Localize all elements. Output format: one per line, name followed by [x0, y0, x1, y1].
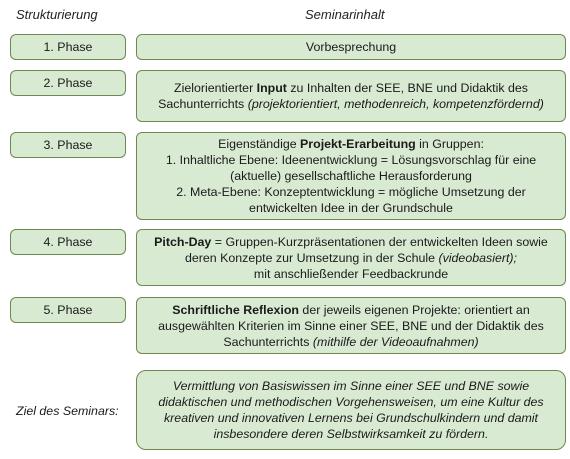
phase-text [306, 39, 396, 55]
phase-4-label: 4. Phase [10, 229, 126, 255]
emphasis-text: Input [256, 81, 287, 95]
phase-text [143, 234, 559, 282]
phase-2-content [136, 70, 566, 122]
phase-5-label: 5. Phase [10, 297, 126, 323]
body-text: zu Inhalten der SEE, BNE und Didaktik des Sachunterrichts [158, 81, 528, 111]
phase-4-content [136, 229, 566, 286]
structuring-header: Strukturierung [16, 7, 98, 22]
note-text: (mithilfe der Videoaufnahmen) [312, 334, 479, 349]
body-text: mit anschließender Feedbackrunde [253, 266, 449, 281]
body-text: Eigenständige [218, 137, 301, 151]
body-text: = Gruppen-Kurzpräsentationen der entwickelten Ideen sowie deren Konzepte zur Umsetzung in der Schule [185, 234, 548, 265]
seminar-goal-label: Ziel des Seminars: [16, 404, 119, 418]
seminar-goal: Vermittlung von Basiswissen im Sinne einer SEE und BNE sowie didaktischen und methodischen Vorgehensweisen, um eine Kultur des kreativen und innovativen Lernens bei Grundschulkindern und damit insbesondere deren Selbstwirksamkeit zu fördern. [136, 370, 566, 450]
phase-text [143, 136, 559, 216]
phase-3-label: 3. Phase [10, 132, 126, 158]
note-text: (videobasiert); [438, 250, 517, 265]
body-text: in Gruppen: [415, 137, 484, 151]
body-text: Zielorientierter [174, 81, 257, 95]
phase-5-content [136, 297, 566, 354]
seminar-content-header: Seminarinhalt [305, 7, 385, 22]
body-text: Vorbesprechung [305, 40, 397, 54]
phase-3-content [136, 132, 566, 220]
note-text: (projektorientiert, methodenreich, kompetenzfördernd) [247, 97, 544, 111]
phase-text [143, 80, 559, 112]
emphasis-text: Schriftliche Reflexion [172, 302, 299, 317]
emphasis-text: Pitch-Day [154, 234, 212, 249]
emphasis-text: Projekt-Erarbeitung [300, 137, 416, 151]
body-text: 2. Meta-Ebene: Konzeptentwicklung = mögliche Umsetzung der entwickelten Idee in der Grundschule [176, 185, 526, 215]
body-text: der jeweils eigenen Projekte: orientiert an ausgewählten Kriterien im Sinne einer SEE, BNE und der Didaktik des Sachunterrichts [158, 302, 544, 349]
body-text: 1. Inhaltliche Ebene: Ideenentwicklung = Lösungsvorschlag für eine (aktuelle) gesellschaftliche Herausforderung [165, 153, 537, 183]
phase-text [143, 302, 559, 350]
phase-2-label: 2. Phase [10, 70, 126, 96]
phase-1-content [136, 34, 566, 60]
phase-1-label: 1. Phase [10, 34, 126, 60]
